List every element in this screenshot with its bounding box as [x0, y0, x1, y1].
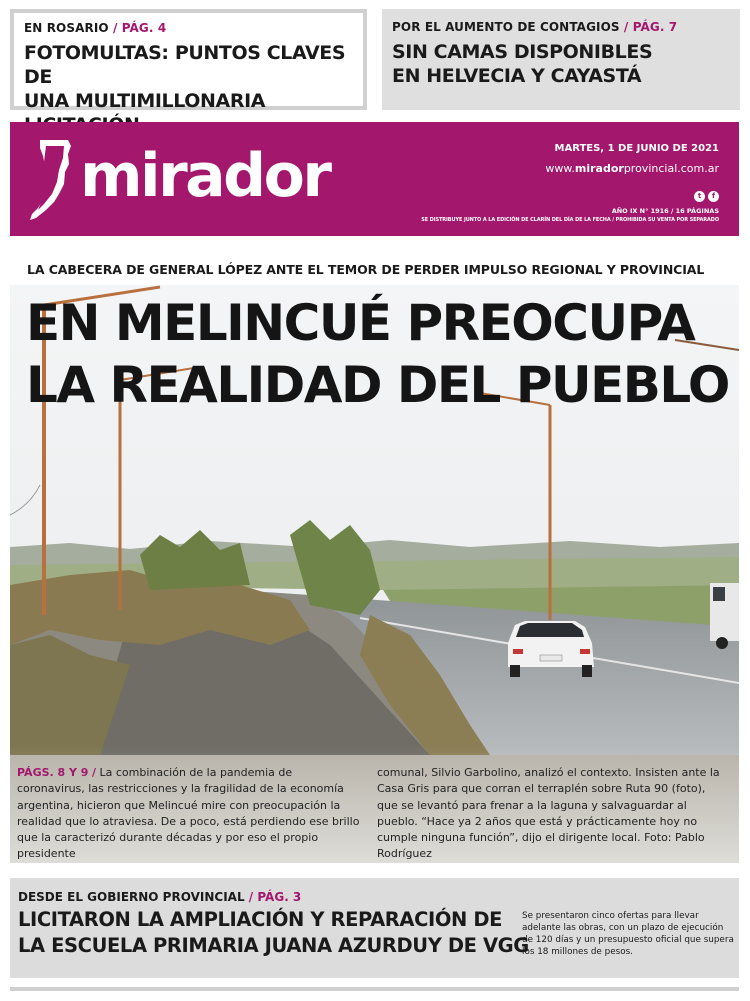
distribution-note: SE DISTRIBUYE JUNTO A LA EDICIÓN DE CLARÍN DEL DÍA DE LA FECHA / PROHIBIDA SU VENTA POR SEPARADO	[421, 217, 719, 223]
website-link[interactable]: www.miradorprovincial.com.ar	[545, 162, 719, 175]
lead-text-right: comunal, Silvio Garbolino, analizó el contexto. Insisten ante la Casa Gris para que corran el terraplén sobre Ruta 90 (foto), que se levantó para frenar a la laguna y salvaguardar al pueblo. “Hace ya 2 años que está y prácticamente hoy no cumple ninguna función”, dijo el dirigente local. Foto: Pablo Rodríguez	[377, 766, 720, 861]
masthead	[10, 122, 739, 236]
teaser-kicker: EN ROSARIO / PÁG. 4	[24, 21, 167, 35]
bottom-title: LICITARON LA AMPLIACIÓN Y REPARACIÓN DE LA ESCUELA PRIMARIA JUANA AZURDUY DE VGG	[18, 908, 529, 957]
page-ref: PÁG. 7	[632, 20, 678, 34]
bottom-divider	[10, 987, 739, 991]
logo-wordmark[interactable]: mirador	[80, 141, 330, 211]
facebook-icon[interactable]: f	[708, 191, 719, 202]
edition-date: MARTES, 1 DE JUNIO DE 2021	[554, 143, 719, 154]
social-icons	[694, 191, 719, 202]
issue-number: AÑO IX N° 1916 / 16 PÁGINAS	[611, 207, 719, 215]
teaser-rosario[interactable]	[10, 9, 367, 110]
main-headline[interactable]: EN MELINCUÉ PREOCUPA LA REALIDAD DEL PUEBLO	[26, 294, 729, 414]
teaser-title: FOTOMULTAS: PUNTOS CLAVES DE UNA MULTIMILLONARIA	[24, 42, 346, 112]
lead-text-left: PÁGS. 8 Y 9 / La combinación de la pandemia de coronavirus, las restricciones y la fragilidad de la economía argentina, hicieron que Melincué mire con preocupación la realidad que lo atraviesa. De a poco, está perdiendo ese brillo que la caracterizó durante décadas y por eso el propio presidente	[17, 766, 360, 861]
main-kicker: LA CABECERA DE GENERAL LÓPEZ ANTE EL TEMOR DE PERDER IMPULSO REGIONAL Y PROVINCIAL	[27, 262, 705, 277]
bottom-summary: Se presentaron cinco ofertas para llevar adelante las obras, con un plazo de ejecución de 120 días y un presupuesto oficial que supera los 18 millones de pesos.	[522, 911, 734, 957]
teaser-kicker: POR EL AUMENTO DE CONTAGIOS / PÁG. 7	[392, 20, 678, 34]
page-ref: PÁG. 4	[121, 21, 167, 35]
teaser-title: SIN CAMAS DISPONIBLES EN HELVECIA Y CAYASTÁ	[392, 41, 653, 87]
page-ref: PÁG. 3	[257, 890, 302, 904]
bottom-story[interactable]	[10, 878, 739, 978]
twitter-icon[interactable]: t	[694, 191, 705, 202]
bottom-kicker: DESDE EL GOBIERNO PROVINCIAL / PÁG. 3	[18, 890, 302, 904]
santa-fe-map-logo-icon	[28, 138, 74, 222]
teaser-contagios[interactable]	[382, 9, 740, 110]
page-ref: PÁGS. 8 Y 9	[17, 766, 89, 779]
